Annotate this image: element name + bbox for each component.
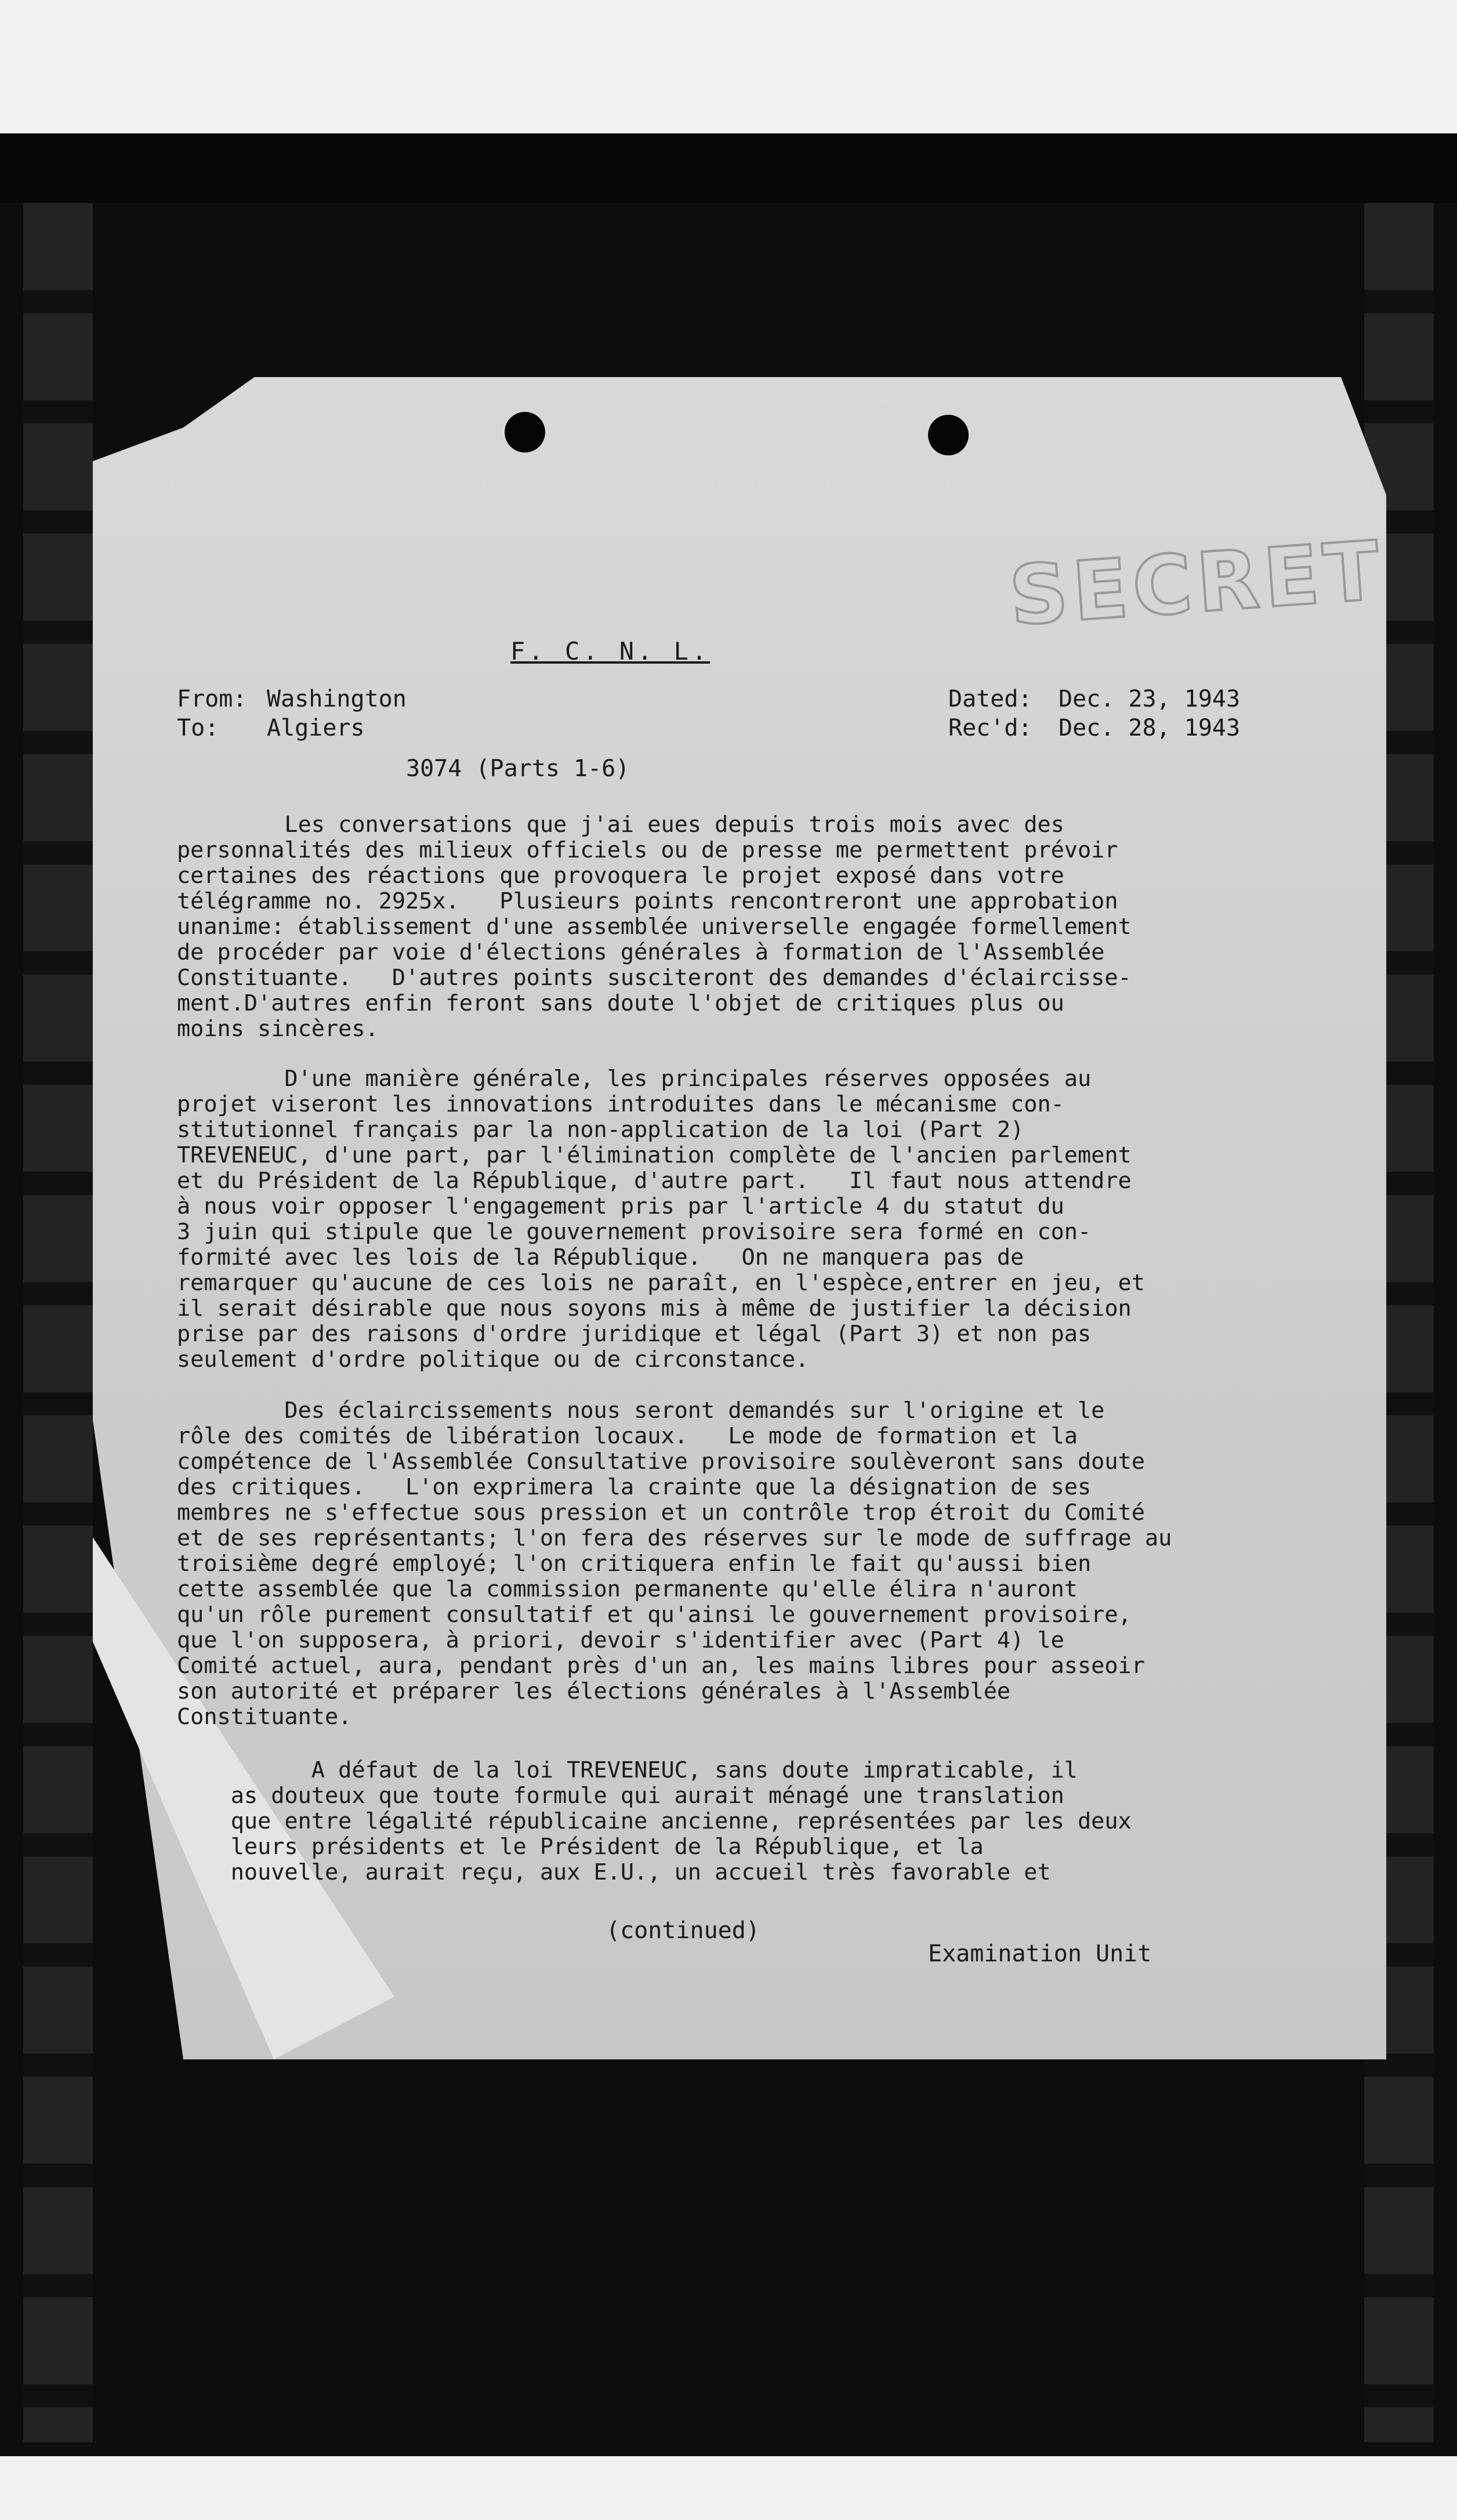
text-line: cette assemblée que la commission permanente qu'elle élira n'auront <box>177 1576 1078 1602</box>
examination-unit: Examination Unit <box>928 1940 1152 1967</box>
text-line: leurs présidents et le Président de la République, et la <box>177 1834 984 1860</box>
text-line: de procéder par voie d'élections générales à formation de l'Assemblée <box>177 939 1105 965</box>
text-line: formité avec les lois de la République. On ne manquera pas de <box>177 1244 1024 1270</box>
to-value: Algiers <box>267 715 365 741</box>
received-value: Dec. 28, 1943 <box>1059 715 1241 741</box>
text-line: membres ne s'effectue sous pression et un contrôle trop étroit du Comité <box>177 1500 1145 1526</box>
to-label: To: <box>177 715 219 741</box>
received-row <box>948 714 1240 743</box>
text-line: stitutionnel français par la non-application de la loi (Part 2) <box>177 1117 1024 1143</box>
document-title: F. C. N. L. <box>510 637 711 665</box>
text-line: son autorité et préparer les élections générales à l'Assemblée <box>177 1678 1011 1704</box>
text-line: Comité actuel, aura, pendant près d'un an, les mains libres pour asseoir <box>177 1653 1145 1679</box>
text-line: certaines des réactions que provoquera le projet exposé dans votre <box>177 863 1064 889</box>
text-line: Des éclaircissements nous seront demandés sur l'origine et le <box>177 1397 1105 1424</box>
text-line: et de ses représentants; l'on fera des réserves sur le mode de suffrage au <box>177 1525 1172 1551</box>
dated-label: Dated: <box>948 686 1032 712</box>
paragraph-4 <box>177 1758 1279 1885</box>
from-row <box>177 685 407 714</box>
text-line: Les conversations que j'ai eues depuis trois mois avec des <box>177 812 1064 838</box>
text-line: nouvelle, aurait reçu, aux E.U., un accueil très favorable et <box>177 1859 1051 1885</box>
paragraph-1 <box>177 812 1279 1042</box>
text-line: 3 juin qui stipule que le gouvernement provisoire sera formé en con- <box>177 1219 1092 1245</box>
text-line: qu'un rôle purement consultatif et qu'ainsi le gouvernement provisoire, <box>177 1602 1132 1628</box>
dates-block <box>948 685 1240 743</box>
dated-value: Dec. 23, 1943 <box>1059 686 1241 712</box>
secret-stamp: SECRET <box>1006 523 1387 645</box>
paragraph-2 <box>177 1066 1279 1373</box>
text-line: et du Président de la République, d'autre part. Il faut nous attendre <box>177 1168 1132 1194</box>
text-line: à nous voir opposer l'engagement pris par l'article 4 du statut du <box>177 1193 1064 1219</box>
text-line: il serait désirable que nous soyons mis à même de justifier la décision <box>177 1295 1132 1321</box>
text-line: remarquer qu'aucune de ces lois ne paraît, en l'espèce,entrer en jeu, et <box>177 1270 1145 1296</box>
from-label: From: <box>177 686 247 712</box>
routing-block <box>177 685 407 743</box>
text-line: seulement d'ordre politique ou de circonstance. <box>177 1346 809 1373</box>
text-line: rôle des comités de libération locaux. Le mode de formation et la <box>177 1423 1078 1449</box>
text-line: prise par des raisons d'ordre juridique et légal (Part 3) et non pas <box>177 1321 1092 1347</box>
to-row <box>177 714 407 743</box>
text-line: D'une manière générale, les principales réserves opposées au <box>177 1066 1092 1092</box>
from-value: Washington <box>267 686 407 712</box>
text-line: as douteux que toute formule qui aurait ménagé une translation <box>177 1783 1064 1809</box>
text-line: A défaut de la loi TREVENEUC, sans doute impraticable, il <box>177 1757 1078 1783</box>
text-line: télégramme no. 2925x. Plusieurs points rencontreront une approbation <box>177 888 1118 914</box>
text-line: des critiques. L'on exprimera la crainte que la désignation de ses <box>177 1474 1092 1500</box>
dated-row <box>948 685 1240 714</box>
film-left-frame-strip <box>23 203 93 2442</box>
text-line: personnalités des milieux officiels ou de presse me permettent prévoir <box>177 837 1118 863</box>
punch-hole <box>505 412 545 452</box>
telegram-reference: 3074 (Parts 1-6) <box>406 755 630 782</box>
punch-hole <box>928 415 969 455</box>
continued-note: (continued) <box>606 1917 760 1944</box>
film-top-margin <box>0 0 1457 133</box>
text-line: que l'on supposera, à priori, devoir s'identifier avec (Part 4) le <box>177 1627 1064 1653</box>
film-top-border <box>0 133 1457 203</box>
text-line: moins sincères. <box>177 1016 379 1042</box>
text-line: Constituante. <box>177 1704 352 1730</box>
text-line: compétence de l'Assemblée Consultative provisoire soulèveront sans doute <box>177 1449 1145 1475</box>
text-line: troisième degré employé; l'on critiquera enfin le fait qu'aussi bien <box>177 1551 1092 1577</box>
received-label: Rec'd: <box>948 715 1032 741</box>
text-line: projet viseront les innovations introduites dans le mécanisme con- <box>177 1091 1064 1117</box>
text-line: TREVENEUC, d'une part, par l'élimination complète de l'ancien parlement <box>177 1142 1132 1168</box>
text-line: ment.D'autres enfin feront sans doute l'objet de critiques plus ou <box>177 990 1064 1016</box>
text-line: unanime: établissement d'une assemblée universelle engagée formellement <box>177 914 1132 940</box>
text-line: que entre légalité républicaine ancienne, représentées par les deux <box>177 1808 1132 1834</box>
text-line: Constituante. D'autres points susciteront des demandes d'éclaircisse- <box>177 965 1132 991</box>
paragraph-3 <box>177 1398 1279 1730</box>
film-bottom-margin <box>0 2456 1457 2520</box>
